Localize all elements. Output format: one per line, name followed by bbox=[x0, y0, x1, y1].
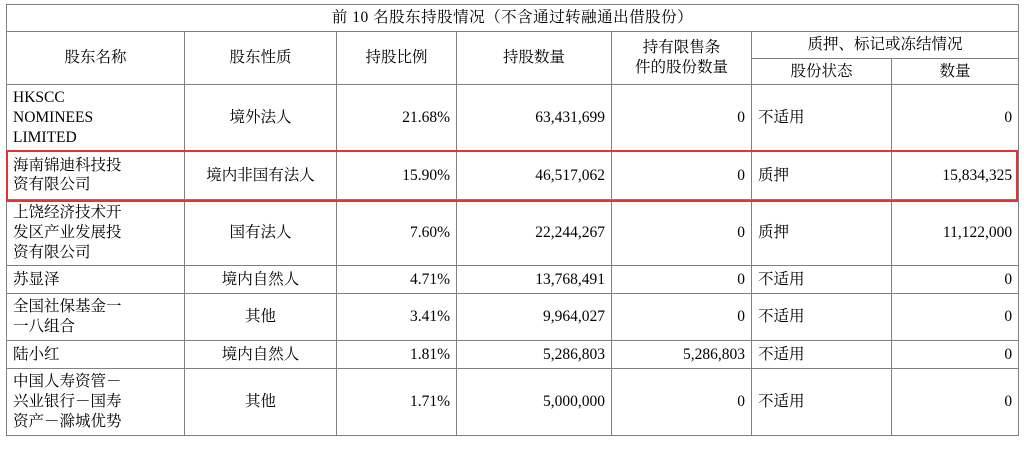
header-restricted-line-2: 件的股份数量 bbox=[634, 59, 728, 77]
holder-name bbox=[7, 199, 185, 265]
table-row bbox=[7, 85, 1019, 151]
holding-quantity: 63,431,699 bbox=[457, 85, 612, 151]
table-title: 前 10 名股东持股情况（不含通过转融通出借股份） bbox=[7, 5, 1019, 32]
header-holder-name: 股东名称 bbox=[7, 31, 185, 85]
share-status: 不适用 bbox=[752, 294, 892, 341]
share-status: 不适用 bbox=[752, 266, 892, 294]
table-row bbox=[7, 294, 1019, 341]
holder-name bbox=[7, 266, 185, 294]
holder-nature: 境外法人 bbox=[185, 85, 337, 151]
holder-name-line: NOMINEES bbox=[13, 109, 94, 127]
restricted-shares: 0 bbox=[612, 85, 752, 151]
holding-ratio: 1.71% bbox=[337, 369, 457, 435]
restricted-shares: 5,286,803 bbox=[612, 341, 752, 369]
holding-quantity: 5,286,803 bbox=[457, 341, 612, 369]
share-amount: 15,834,325 bbox=[892, 151, 1019, 199]
holding-quantity: 46,517,062 bbox=[457, 151, 612, 199]
holding-ratio: 7.60% bbox=[337, 199, 457, 265]
table-row bbox=[7, 199, 1019, 265]
holder-name-line: 中国人寿资管－ bbox=[13, 373, 122, 391]
holder-name-line: 资有限公司 bbox=[13, 176, 91, 194]
holding-quantity: 22,244,267 bbox=[457, 199, 612, 265]
share-amount: 0 bbox=[892, 294, 1019, 341]
share-amount: 0 bbox=[892, 341, 1019, 369]
restricted-shares: 0 bbox=[612, 266, 752, 294]
share-amount: 11,122,000 bbox=[892, 199, 1019, 265]
header-holding-quantity: 持股数量 bbox=[457, 31, 612, 85]
holder-nature: 境内自然人 bbox=[185, 266, 337, 294]
header-restricted-shares bbox=[612, 31, 752, 85]
holder-name bbox=[7, 369, 185, 435]
restricted-shares: 0 bbox=[612, 199, 752, 265]
holder-nature: 境内非国有法人 bbox=[185, 151, 337, 199]
holder-name bbox=[7, 85, 185, 151]
table-header-row-1 bbox=[7, 31, 1019, 58]
holder-nature: 国有法人 bbox=[185, 199, 337, 265]
holding-ratio: 3.41% bbox=[337, 294, 457, 341]
holding-quantity: 5,000,000 bbox=[457, 369, 612, 435]
holder-name bbox=[7, 294, 185, 341]
share-amount: 0 bbox=[892, 266, 1019, 294]
restricted-shares: 0 bbox=[612, 151, 752, 199]
holder-name-line: 资产－滁城优势 bbox=[13, 412, 122, 430]
restricted-shares: 0 bbox=[612, 369, 752, 435]
share-amount: 0 bbox=[892, 369, 1019, 435]
holding-ratio: 15.90% bbox=[337, 151, 457, 199]
holding-quantity: 13,768,491 bbox=[457, 266, 612, 294]
header-holder-nature: 股东性质 bbox=[185, 31, 337, 85]
top-ten-holders-table bbox=[6, 4, 1019, 436]
header-restricted-line-1: 持有限售条 bbox=[642, 39, 721, 57]
header-share-status: 股份状态 bbox=[752, 58, 892, 85]
holder-name-line: 资有限公司 bbox=[13, 243, 91, 261]
holder-name-line: 发区产业发展投 bbox=[13, 223, 122, 241]
holder-nature: 境内自然人 bbox=[185, 341, 337, 369]
holder-name bbox=[7, 341, 185, 369]
holding-quantity: 9,964,027 bbox=[457, 294, 612, 341]
holder-name bbox=[7, 151, 185, 199]
table-row bbox=[7, 151, 1019, 199]
header-pledge-group: 质押、标记或冻结情况 bbox=[752, 31, 1019, 58]
table-row bbox=[7, 369, 1019, 435]
holder-name-line: 全国社保基金一 bbox=[13, 298, 122, 316]
share-status: 不适用 bbox=[752, 85, 892, 151]
table-title-row bbox=[7, 5, 1019, 32]
holding-ratio: 21.68% bbox=[337, 85, 457, 151]
share-status: 不适用 bbox=[752, 341, 892, 369]
table-row bbox=[7, 341, 1019, 369]
holder-name-line: 一八组合 bbox=[13, 318, 76, 336]
holder-name-line: 兴业银行－国寿 bbox=[13, 392, 122, 410]
header-holding-ratio: 持股比例 bbox=[337, 31, 457, 85]
share-status: 质押 bbox=[752, 199, 892, 265]
holder-nature: 其他 bbox=[185, 294, 337, 341]
holder-name-line: HKSCC bbox=[13, 89, 65, 107]
holder-name-line: 上饶经济技术开 bbox=[13, 203, 122, 221]
share-amount: 0 bbox=[892, 85, 1019, 151]
document-page bbox=[0, 4, 1024, 454]
holding-ratio: 4.71% bbox=[337, 266, 457, 294]
holder-name-line: LIMITED bbox=[13, 129, 77, 147]
share-status: 质押 bbox=[752, 151, 892, 199]
holder-nature: 其他 bbox=[185, 369, 337, 435]
holder-name-line: 海南锦迪科技投 bbox=[13, 156, 122, 174]
table-row bbox=[7, 266, 1019, 294]
holding-ratio: 1.81% bbox=[337, 341, 457, 369]
holder-name-line: 陆小红 bbox=[13, 345, 60, 363]
restricted-shares: 0 bbox=[612, 294, 752, 341]
share-status: 不适用 bbox=[752, 369, 892, 435]
holder-name-line: 苏显泽 bbox=[13, 271, 60, 289]
header-share-amount: 数量 bbox=[892, 58, 1019, 85]
